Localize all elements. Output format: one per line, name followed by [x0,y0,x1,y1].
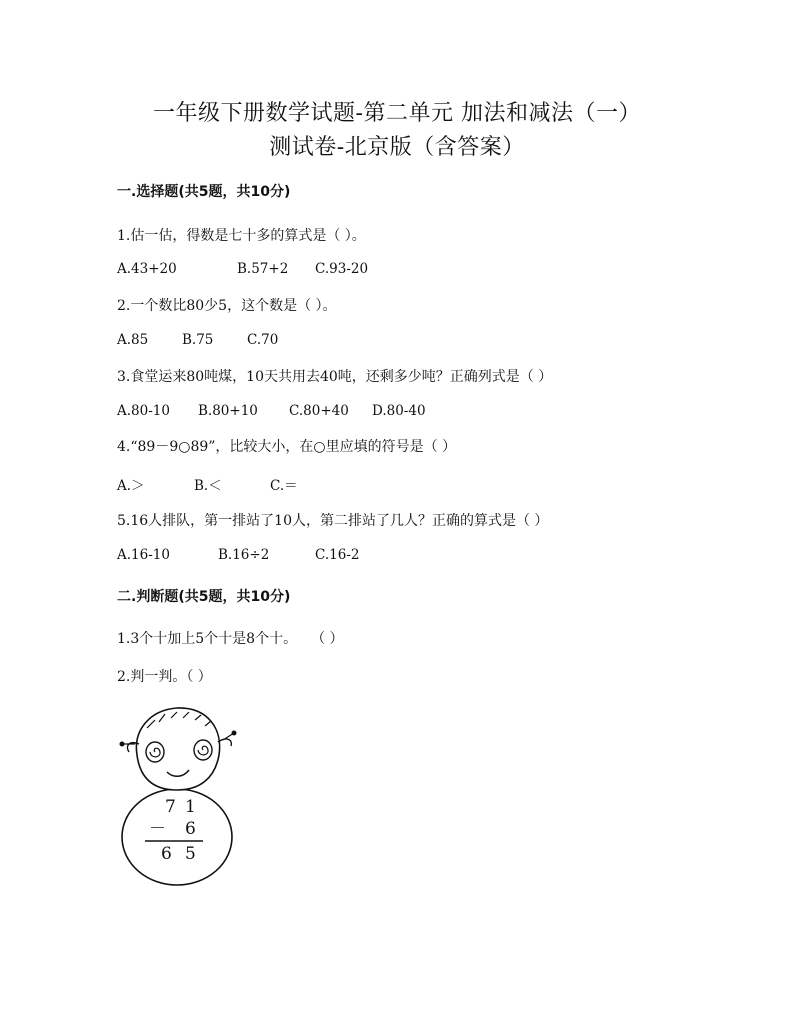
operator-minus: － [149,819,166,839]
option-1-1-a: A.43+20 [117,261,177,277]
figure-body [122,789,232,885]
option-1-4-b: B.＜ [194,478,222,494]
option-1-4-c: C.＝ [270,478,298,494]
digit-row3-tens: 6 [161,844,172,864]
question-1-2: 2.一个数比80少5，这个数是（ ）。 [117,298,337,314]
option-1-2-b: B.75 [182,332,214,348]
option-1-3-b: B.80+10 [198,403,258,419]
option-1-1-b: B.57+2 [237,261,289,277]
question-1-1: 1.估一估，得数是七十多的算式是（ ）。 [117,228,366,244]
digit-row3-ones: 5 [185,844,196,864]
title-line-2: 测试卷-北京版（含答案） [269,135,525,160]
option-1-3-c: C.80+40 [289,403,349,419]
digit-row2-ones: 6 [185,819,196,839]
option-1-5-a: A.16-10 [117,547,170,563]
option-1-3-a: A.80-10 [117,403,170,419]
question-1-5: 5.16人排队，第一排站了10人，第二排站了几人？正确的算式是（ ） [117,513,549,529]
option-1-2-c: C.70 [247,332,279,348]
section-1-heading: 一.选择题(共5题，共10分) [117,184,291,200]
question-1-3: 3.食堂运来80吨煤，10天共用去40吨，还剩多少吨？正确列式是（ ） [117,369,553,385]
option-1-2-a: A.85 [117,332,149,348]
option-1-4-a: A.＞ [117,478,145,494]
section-2-heading: 二.判断题(共5题，共10分) [117,589,291,605]
cartoon-subtraction-figure [115,700,255,890]
question-2-2: 2.判一判。（ ） [117,669,212,685]
digit-row1-ones: 1 [185,797,196,817]
digit-row1-tens: 7 [165,797,176,817]
option-1-5-c: C.16-2 [315,547,360,563]
question-2-1: 1.3个十加上5个十是8个十。 （ ） [117,631,344,647]
option-1-3-d: D.80-40 [372,403,426,419]
option-1-5-b: B.16÷2 [218,547,270,563]
question-1-4: 4.“89－9○89”，比较大小，在○里应填的符号是（ ） [117,439,457,455]
option-1-1-c: C.93-20 [315,261,369,277]
title-line-1: 一年级下册数学试题-第二单元 加法和减法（一） [153,101,641,126]
